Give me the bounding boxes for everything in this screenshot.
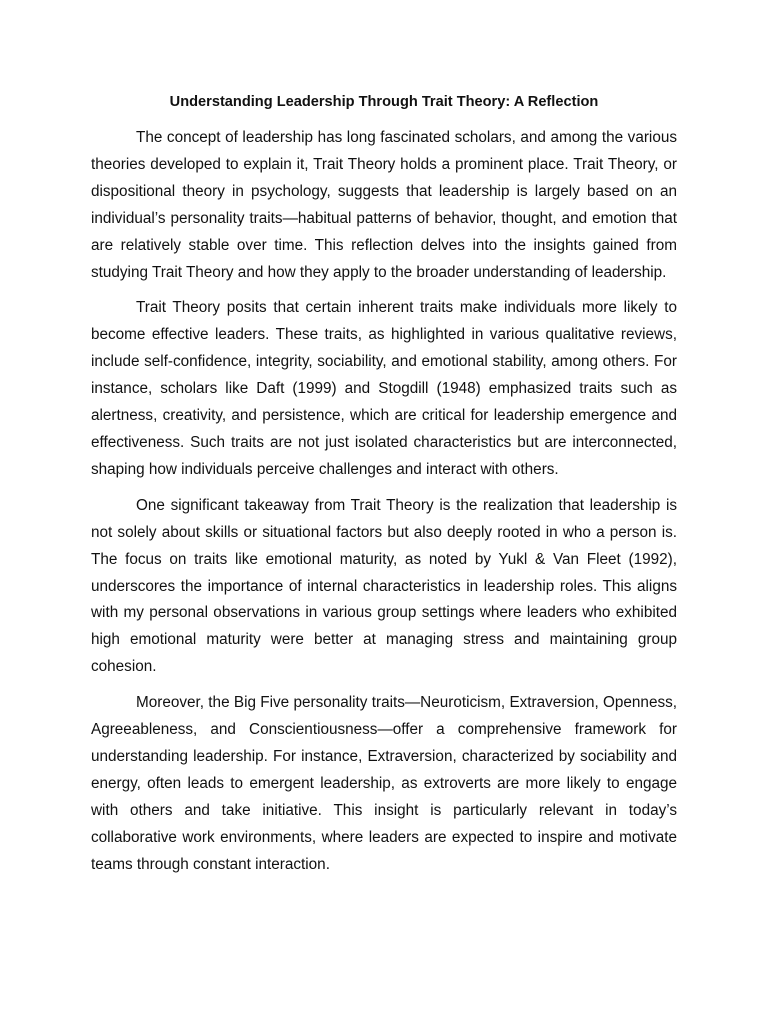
- paragraph-introduction: The concept of leadership has long fascinated scholars, and among the various theories developed to explain it, Trait Theory holds a prominent place. Trait Theory, or dispositional theory in psychology, suggests that leadership is largely based on an individual’s personality traits—habitual patterns of behavior, thought, and emotion that are relatively stable over time. This reflection delves into the insights gained from studying Trait Theory and how they apply to the broader understanding of leadership.: [91, 129, 677, 281]
- paragraph-key-takeaway: One significant takeaway from Trait Theory is the realization that leadership is not solely about skills or situational factors but also deeply rooted in who a person is. The focus on traits like emotional maturity, as noted by Yukl & Van Fleet (1992), underscores the importance of internal characteristics in leadership roles. This aligns with my personal observations in various group settings where leaders who exhibited high emotional maturity were better at managing stress and maintaining group cohesion.: [91, 496, 677, 676]
- paragraph-trait-theory-overview: Trait Theory posits that certain inherent traits make individuals more likely to become effective leaders. These traits, as highlighted in various qualitative reviews, include self-confidence, integrity, sociability, and emotional stability, among others. For instance, scholars like Daft (1999) and Stogdill (1948) emphasized traits such as alertness, creativity, and persistence, which are critical for leadership emergence and effectiveness. Such traits are not just isolated characteristics but are interconnected, shaping how individuals perceive challenges and interact with others.: [91, 299, 677, 478]
- paragraph-big-five: Moreover, the Big Five personality traits—Neuroticism, Extraversion, Openness, Agreeableness, and Conscientiousness—offer a comprehensive framework for understanding leadership. For instance, Extraversion, characterized by sociability and energy, often leads to emergent leadership, as extroverts are more likely to engage with others and take initiative. This insight is particularly relevant in today’s collaborative work environments, where leaders are expected to inspire and motivate teams through constant interaction.: [91, 694, 677, 873]
- document-body: [91, 90, 677, 878]
- document-title: Understanding Leadership Through Trait Theory: A Reflection: [169, 94, 599, 110]
